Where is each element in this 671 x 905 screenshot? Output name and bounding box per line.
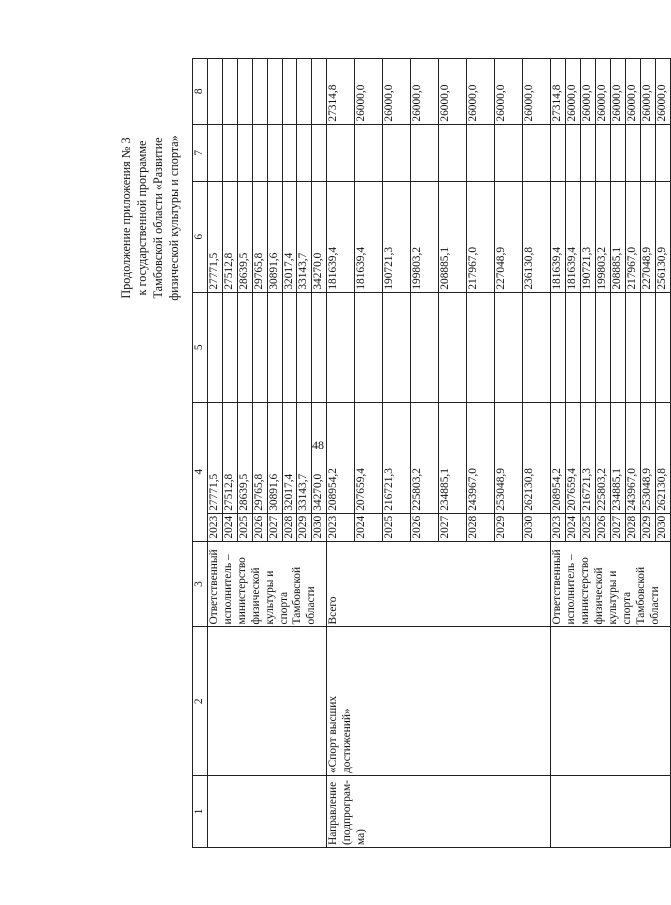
cell-col6: 217967,0 [467,181,495,292]
column-header: 7 [193,124,208,181]
column-header: 6 [193,181,208,292]
column-header: 5 [193,292,208,402]
appendix-note-line: физической культуры и спорта» [167,135,181,301]
cell-col4: 225803,2 [411,402,439,513]
cell-col4: 34270,0 [312,402,327,513]
cell-col8 [297,59,312,125]
cell-col4: 32017,4 [282,402,297,513]
cell-col5 [208,292,223,402]
cell-col6: 208885,1 [610,181,625,292]
cell-year: 2023 [551,513,566,541]
cell-col8: 26000,0 [383,59,411,125]
cell-year: 2028 [625,513,640,541]
cell-year: 2027 [439,513,467,541]
cell-year: 2024 [566,513,581,541]
cell-col5 [312,292,327,402]
cell-year: 2027 [267,513,282,541]
cell-col8: 26000,0 [411,59,439,125]
cell-col8: 26000,0 [566,59,581,125]
cell-year: 2028 [467,513,495,541]
cell-year: 2024 [355,513,383,541]
cell-year: 2029 [640,513,655,541]
cell-col4: 207659,4 [566,402,581,513]
cell-col4: 27512,8 [222,402,237,513]
cell-col4: 208954,2 [551,402,566,513]
cell-year: 2029 [495,513,523,541]
cell-col7 [640,124,655,181]
cell-col4: 208954,2 [327,402,355,513]
cell-col6: 236130,8 [523,181,551,292]
column-header: 8 [193,59,208,125]
cell-col5 [595,292,610,402]
cell-col3: Ответственный исполнитель – министерство физической культуры и спорта Тамбовской области [551,541,670,627]
cell-col8 [282,59,297,125]
cell-year: 2030 [523,513,551,541]
cell-col8: 26000,0 [355,59,383,125]
column-header: 1 [193,776,208,848]
table-row [208,59,223,848]
cell-col1 [208,776,327,848]
cell-col5 [640,292,655,402]
cell-col8 [208,59,223,125]
cell-year: 2023 [327,513,355,541]
cell-col6: 34270,0 [312,181,327,292]
cell-col4: 30891,6 [267,402,282,513]
cell-col4: 234885,1 [610,402,625,513]
cell-col4: 262130,8 [655,402,670,513]
cell-col7 [411,124,439,181]
cell-col7 [327,124,355,181]
cell-col8 [222,59,237,125]
cell-col4: 253048,9 [640,402,655,513]
cell-year: 2023 [208,513,223,541]
cell-col2 [208,627,327,776]
block-responsible-top [208,59,327,848]
cell-col7 [655,124,670,181]
table-row [551,59,566,848]
cell-col6: 208885,1 [439,181,467,292]
cell-col6: 27771,5 [208,181,223,292]
cell-col5 [282,292,297,402]
cell-col7 [297,124,312,181]
cell-col2 [551,627,670,776]
cell-year: 2029 [297,513,312,541]
cell-col1 [551,776,670,848]
cell-col5 [355,292,383,402]
column-header: 3 [193,541,208,627]
cell-col4: 253048,9 [495,402,523,513]
cell-col5 [439,292,467,402]
cell-col7 [252,124,267,181]
cell-col6: 27512,8 [222,181,237,292]
cell-col8: 26000,0 [595,59,610,125]
cell-col7 [625,124,640,181]
cell-col6: 190721,3 [383,181,411,292]
cell-col5 [610,292,625,402]
cell-year: 2028 [282,513,297,541]
cell-col8 [312,59,327,125]
cell-col8: 26000,0 [467,59,495,125]
cell-col7 [581,124,596,181]
cell-year: 2025 [383,513,411,541]
cell-col4: 216721,3 [581,402,596,513]
cell-col7 [208,124,223,181]
cell-col6: 29765,8 [252,181,267,292]
cell-year: 2027 [610,513,625,541]
cell-col8: 26000,0 [495,59,523,125]
cell-col7 [267,124,282,181]
cell-col6: 217967,0 [625,181,640,292]
cell-col7 [237,124,252,181]
cell-year: 2026 [252,513,267,541]
cell-col3: Ответственный исполнитель – министерство физической культуры и спорта Тамбовской области [208,541,327,627]
cell-col8 [252,59,267,125]
cell-col5 [655,292,670,402]
cell-col7 [355,124,383,181]
cell-col8: 26000,0 [581,59,596,125]
cell-col6: 33143,7 [297,181,312,292]
cell-col6: 190721,3 [581,181,596,292]
cell-year: 2025 [237,513,252,541]
appendix-note [118,58,182,378]
cell-col5 [566,292,581,402]
cell-col8: 26000,0 [523,59,551,125]
cell-col6: 227048,9 [640,181,655,292]
cell-col5 [327,292,355,402]
cell-col8: 26000,0 [625,59,640,125]
cell-col1: Направление (подпрограм-ма) [327,776,551,848]
cell-col4: 28639,5 [237,402,252,513]
cell-col6: 181639,4 [327,181,355,292]
cell-col3: Всего [327,541,551,627]
cell-col8: 26000,0 [439,59,467,125]
cell-col6: 28639,5 [237,181,252,292]
column-number-row [193,59,208,848]
cell-col7 [383,124,411,181]
cell-col6: 30891,6 [267,181,282,292]
cell-col6: 32017,4 [282,181,297,292]
cell-col8: 27314,8 [551,59,566,125]
cell-col4: 33143,7 [297,402,312,513]
cell-col8: 26000,0 [640,59,655,125]
cell-col4: 243967,0 [625,402,640,513]
cell-col4: 243967,0 [467,402,495,513]
column-header: 4 [193,402,208,541]
cell-col7 [566,124,581,181]
cell-col5 [252,292,267,402]
cell-col5 [523,292,551,402]
cell-col7 [222,124,237,181]
cell-col4: 29765,8 [252,402,267,513]
cell-col6: 181639,4 [551,181,566,292]
column-header: 2 [193,627,208,776]
cell-col4: 234885,1 [439,402,467,513]
cell-year: 2025 [581,513,596,541]
cell-year: 2030 [312,513,327,541]
cell-col4: 225803,2 [595,402,610,513]
cell-col4: 27771,5 [208,402,223,513]
cell-col5 [383,292,411,402]
cell-col6: 199803,2 [595,181,610,292]
block-responsible-bottom [551,59,670,848]
cell-year: 2024 [222,513,237,541]
cell-col7 [595,124,610,181]
table-row [327,59,355,848]
cell-col5 [495,292,523,402]
cell-col7 [467,124,495,181]
cell-col8: 26000,0 [655,59,670,125]
cell-year: 2026 [595,513,610,541]
cell-col5 [551,292,566,402]
cell-col6: 181639,4 [566,181,581,292]
program-funding-table [192,58,671,848]
cell-col7 [439,124,467,181]
appendix-note-line: к государственной программе [135,140,149,296]
cell-col8: 26000,0 [610,59,625,125]
cell-col7 [282,124,297,181]
cell-col7 [551,124,566,181]
cell-col6: 181639,4 [355,181,383,292]
cell-year: 2026 [411,513,439,541]
cell-col6: 199803,2 [411,181,439,292]
cell-col5 [625,292,640,402]
rotated-page-content [118,58,668,848]
appendix-note-line: Тамбовской области «Развитие [151,137,165,299]
cell-col7 [495,124,523,181]
cell-year: 2030 [655,513,670,541]
block-subprogram-total [327,59,551,848]
cell-col5 [297,292,312,402]
cell-col2: «Спорт высших достижений» [327,627,551,776]
cell-col8: 27314,8 [327,59,355,125]
cell-col4: 216721,3 [383,402,411,513]
cell-col5 [222,292,237,402]
cell-col7 [523,124,551,181]
cell-col8 [237,59,252,125]
appendix-note-line: Продолжение приложения № 3 [119,137,133,299]
cell-col4: 207659,4 [355,402,383,513]
cell-col7 [312,124,327,181]
cell-col4: 262130,8 [523,402,551,513]
cell-col7 [610,124,625,181]
cell-col6: 256130,9 [655,181,670,292]
cell-col5 [237,292,252,402]
cell-col8 [267,59,282,125]
cell-col5 [581,292,596,402]
cell-col6: 227048,9 [495,181,523,292]
cell-col5 [467,292,495,402]
cell-col5 [267,292,282,402]
page-number: 48 [312,438,324,452]
cell-col5 [411,292,439,402]
